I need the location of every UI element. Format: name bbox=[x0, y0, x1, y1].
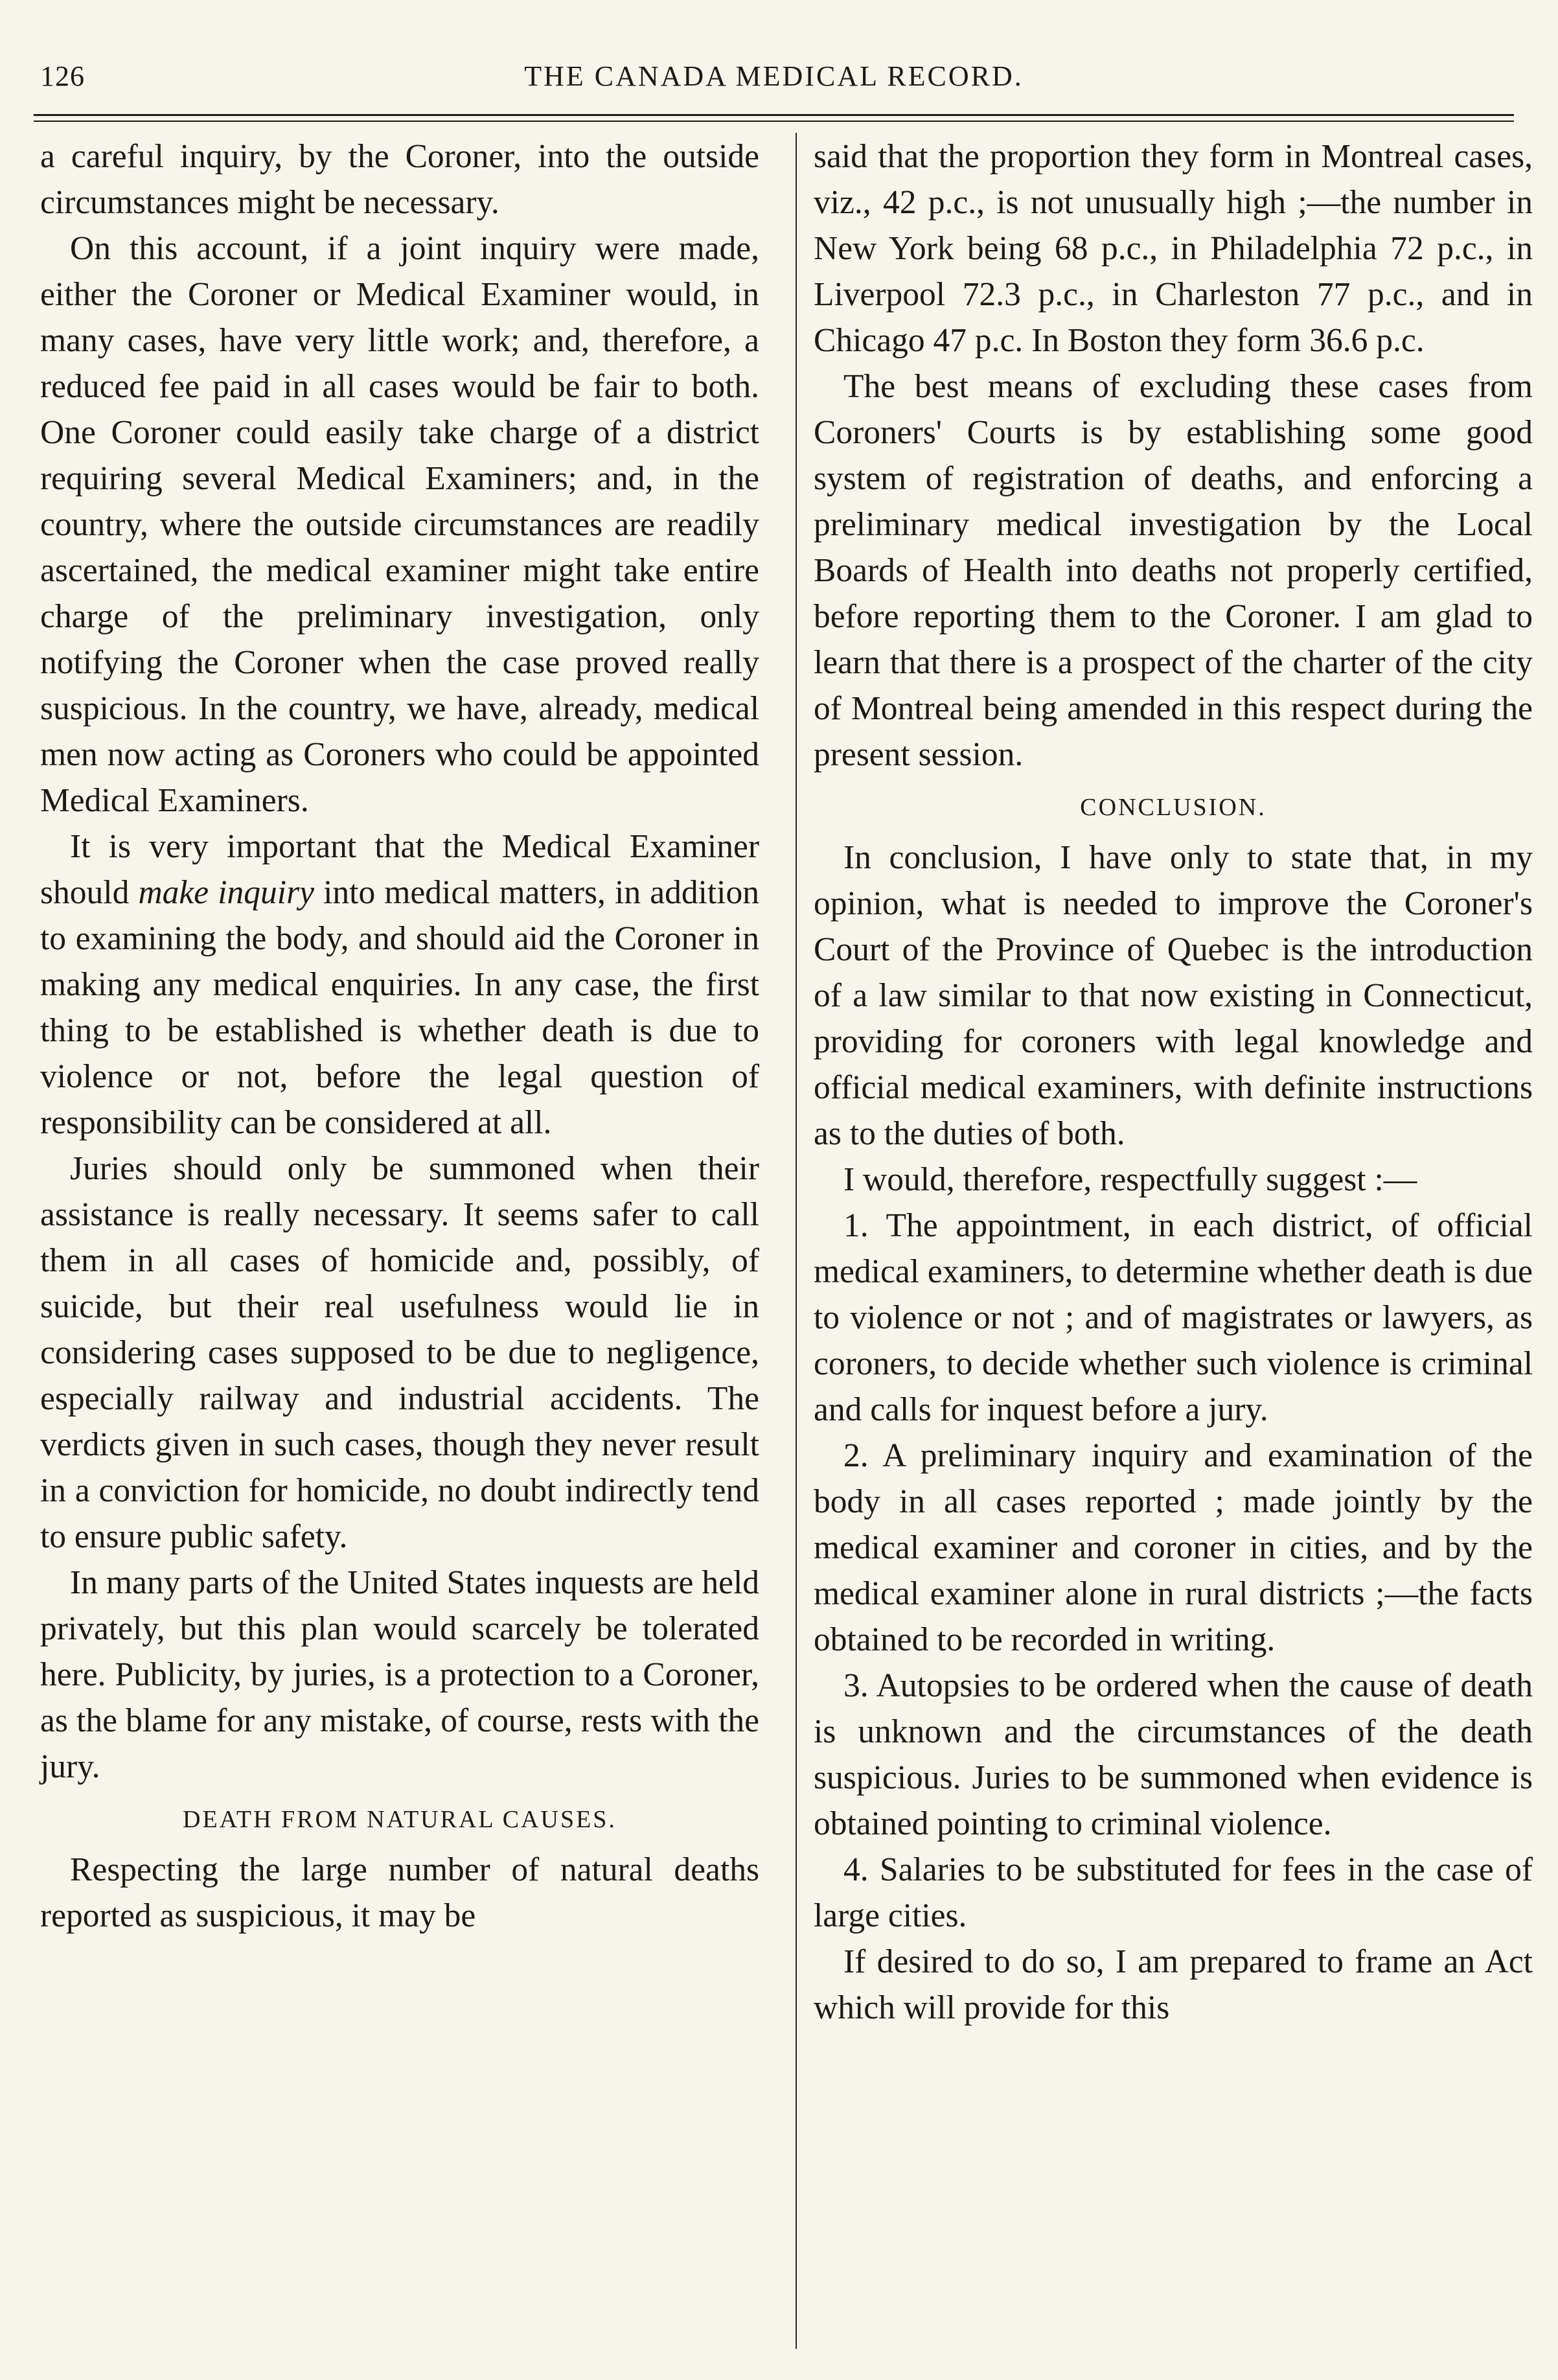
list-item: 4. Salaries to be substituted for fees in the case of large cities. bbox=[814, 1851, 1533, 1934]
paragraph: Respecting the large number of natural deaths reported as suspicious, it may be bbox=[40, 1851, 759, 1934]
paragraph: The best means of excluding these cases from Coroners' Courts is by establishing some good system of registration of deaths, and enforcing a preliminary medical investigation by the Local Boards of Health into deaths not properly certified, before reporting them to the Coroner. I am glad to learn that there is a prospect of the charter of the city of Montreal being amended in this respect during the present session. bbox=[814, 368, 1533, 773]
paragraph: said that the proportion they form in Montreal cases, viz., 42 p.c., is not unusually high ;—the number in New York being 68 p.c., in Philadelphia 72 p.c., in Liverpool 72.3 p.c., in Charleston 77 p.c., and in Chicago 47 p.c. In Boston they form 36.6 p.c. bbox=[814, 138, 1533, 359]
list-item: 3. Autopsies to be ordered when the cause of death is unknown and the circumstances of the death suspicious. Juries to be summoned when evidence is obtained pointing to criminal violence. bbox=[814, 1667, 1533, 1842]
paragraph: I would, therefore, respectfully suggest :— bbox=[843, 1161, 1417, 1198]
list-item: 2. A preliminary inquiry and examination of the body in all cases reported ; made jointly by the medical examiner and coroner in cities, and by the medical examiner alone in rural districts ;—the facts obtained to be recorded in writing. bbox=[814, 1437, 1533, 1658]
list-item: 1. The appointment, in each district, of official medical examiners, to determine whether death is due to violence or not ; and of magistrates or lawyers, as coroners, to decide whether such violence is criminal and calls for inquest before a jury. bbox=[814, 1207, 1533, 1428]
italic-phrase: make inquiry bbox=[138, 874, 315, 911]
paragraph: a careful inquiry, by the Coroner, into the outside circumstances might be necessary. bbox=[40, 138, 759, 221]
column-divider bbox=[796, 133, 797, 2349]
section-heading: DEATH FROM NATURAL CAUSES. bbox=[183, 1806, 617, 1833]
paragraph bbox=[40, 824, 759, 1146]
paragraph: If desired to do so, I am prepared to frame an Act which will provide for this bbox=[814, 1943, 1533, 2026]
text-run: into medical matters, in addition to examining the body, and should aid the Coroner in making any medical enquiries. In any case, the first thing to be established is whether death is due to violence or not, before the legal question of responsibility can be considered at all. bbox=[40, 874, 759, 1141]
header-rule-thin bbox=[34, 121, 1514, 122]
paragraph: Juries should only be summoned when their assistance is really necessary. It seems safer to call them in all cases of homicide and, possibly, of suicide, but their real usefulness would lie in considering cases supposed to be due to negligence, especially railway and industrial accidents. The verdicts given in such cases, though they never result in a conviction for homicide, no doubt indirectly tend to ensure public safety. bbox=[40, 1150, 759, 1555]
paragraph: On this account, if a joint inquiry were made, either the Coroner or Medical Examiner would, in many cases, have very little work; and, therefore, a reduced fee paid in all cases would be fair to both. One Coroner could easily take charge of a district requiring several Medical Examiners; and, in the country, where the outside circumstances are readily ascertained, the medical examiner might take entire charge of the preliminary investigation, only notifying the Coroner when the case proved really suspicious. In the country, we have, already, medical men now acting as Coroners who could be appointed Medical Examiners. bbox=[40, 230, 759, 819]
header-rule bbox=[34, 114, 1514, 116]
running-head: THE CANADA MEDICAL RECORD. bbox=[524, 60, 1024, 92]
page-header bbox=[34, 60, 1514, 105]
text-run: It is very important that the Medical Examiner should bbox=[40, 828, 759, 911]
page-number: 126 bbox=[40, 60, 85, 92]
right-column bbox=[814, 133, 1533, 2031]
left-column bbox=[40, 133, 759, 1939]
section-heading: CONCLUSION. bbox=[1080, 794, 1266, 821]
paragraph: In many parts of the United States inquests are held privately, but this plan would scarcely be tolerated here. Publicity, by juries, is a protection to a Coroner, as the blame for any mistake, of course, rests with the jury. bbox=[40, 1564, 759, 1785]
paragraph: In conclusion, I have only to state that, in my opinion, what is needed to improve the Coroner's Court of the Province of Quebec is the introduction of a law similar to that now existing in Connecticut, providing for coroners with legal knowledge and official medical examiners, with definite instructions as to the duties of both. bbox=[814, 839, 1533, 1152]
